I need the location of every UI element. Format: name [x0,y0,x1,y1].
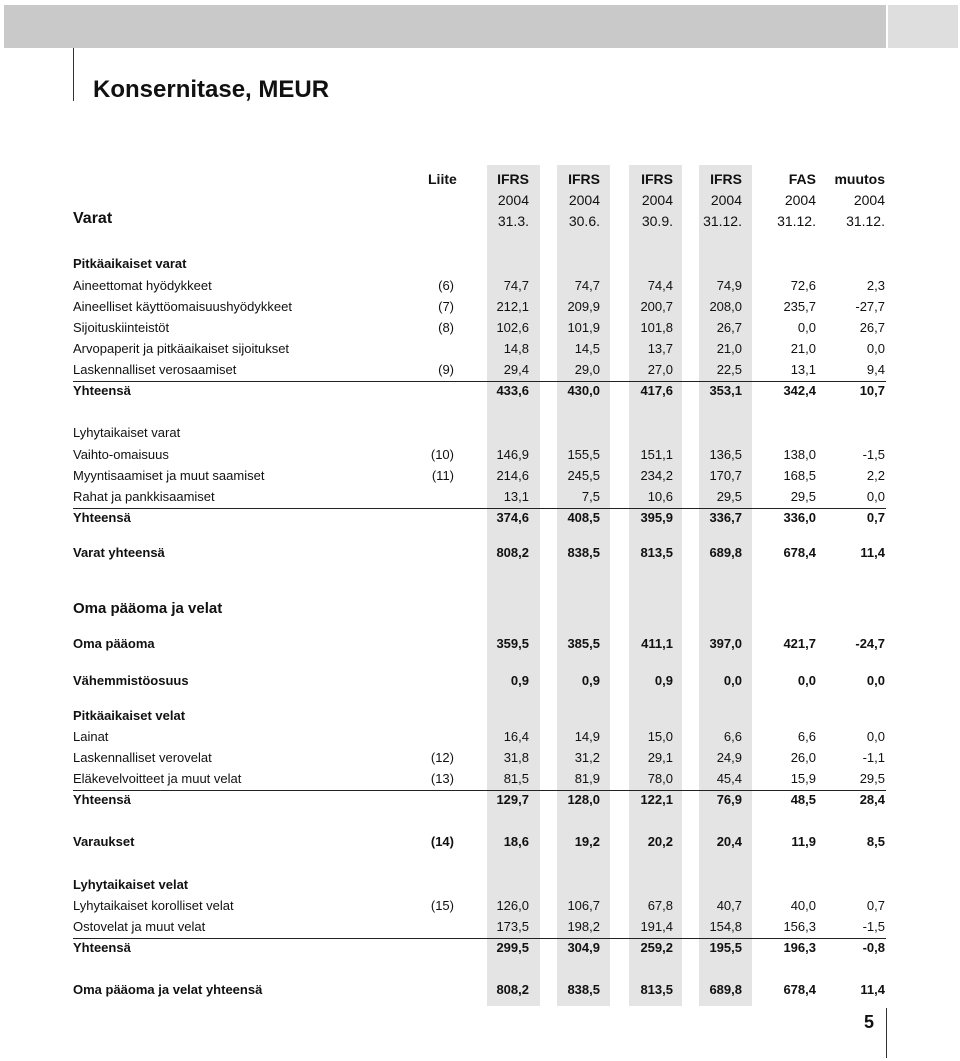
row-label: Myyntisaamiset ja muut saamiset [73,468,265,483]
table-row [0,833,960,851]
column-header-year: 2004 [853,192,885,208]
row-value: 14,8 [503,341,529,356]
table-row [0,340,960,358]
column-header-year: 2004 [568,192,600,208]
row-value: 18,6 [503,834,529,849]
row-value: 129,7 [496,792,529,807]
row-value: 122,1 [640,792,673,807]
row-value: 0,9 [581,673,600,688]
row-value: 191,4 [640,919,673,934]
row-value: 31,8 [503,750,529,765]
row-value: 22,5 [716,362,742,377]
table-row [0,446,960,464]
row-value: 408,5 [567,510,600,525]
row-note: (10) [430,447,454,462]
header-bar [4,5,886,48]
row-value: 245,5 [567,468,600,483]
row-value: 106,7 [567,898,600,913]
row-value: 154,8 [709,919,742,934]
row-value: 234,2 [640,468,673,483]
row-value: 14,9 [574,729,600,744]
row-value: 76,9 [716,792,742,807]
row-value: 146,9 [496,447,529,462]
row-value: 74,7 [574,278,600,293]
row-value: -1,5 [862,919,885,934]
table-row [0,791,960,809]
row-label: Varaukset [73,834,135,849]
row-value: 29,5 [716,489,742,504]
table-row [0,298,960,316]
row-value: 11,4 [860,982,885,997]
row-value: 421,7 [783,636,816,651]
row-note: (8) [438,320,454,335]
row-label: Arvopaperit ja pitkäaikaiset sijoitukset [73,341,290,356]
table-row [0,319,960,337]
table-row [0,635,960,653]
row-value: 342,4 [783,383,816,398]
row-value: -1,1 [862,750,885,765]
row-value: 0,0 [866,673,885,688]
row-value: 689,8 [709,982,742,997]
row-value: 411,1 [641,636,673,651]
header-bar-accent [888,5,958,48]
note-column-header: Liite [428,171,457,187]
column-header-date: 31.12. [777,213,816,229]
page-number: 5 [864,1012,875,1032]
column-header-std: IFRS [568,171,600,187]
row-note: (11) [431,468,454,483]
row-label: Oma pääoma ja velat [73,600,223,617]
row-note: (14) [430,834,454,849]
row-value: 838,5 [567,545,600,560]
row-value: 433,6 [496,383,529,398]
row-label: Aineettomat hyödykkeet [73,278,212,293]
row-value: 2,3 [866,278,885,293]
row-note: (12) [430,750,454,765]
row-label: Lyhytaikaiset varat [73,425,181,440]
row-label: Ostovelat ja muut velat [73,919,206,934]
row-label: Yhteensä [73,792,131,807]
table-row [0,382,960,400]
row-value: 0,7 [866,510,885,525]
row-label: Oma pääoma ja velat yhteensä [73,982,263,997]
row-note: (7) [438,299,454,314]
row-note: (15) [430,898,454,913]
table-row [0,707,960,725]
row-value: 11,4 [860,545,885,560]
table-row [0,361,960,379]
row-value: 2,2 [866,468,885,483]
row-value: 374,6 [496,510,529,525]
row-value: 10,7 [859,383,885,398]
row-value: 81,5 [503,771,529,786]
table-row [0,981,960,999]
column-header-date: 31.3. [497,213,529,229]
row-value: 74,9 [716,278,742,293]
row-value: 0,0 [797,673,816,688]
table-row [0,897,960,915]
row-value: 8,5 [866,834,885,849]
row-value: -27,7 [855,299,885,314]
row-value: 299,5 [496,940,529,955]
row-value: 45,4 [716,771,742,786]
row-label: Oma pääoma [73,636,155,651]
row-note: (13) [430,771,454,786]
row-value: 74,4 [647,278,673,293]
title-divider [73,48,74,101]
row-value: 214,6 [496,468,529,483]
row-value: 151,1 [640,447,673,462]
row-value: 808,2 [496,545,529,560]
row-value: 20,4 [716,834,742,849]
row-value: 689,8 [709,545,742,560]
row-value: 13,1 [503,489,529,504]
column-header-date: 30.9. [641,213,673,229]
column-header-std: IFRS [641,171,673,187]
row-value: 31,2 [574,750,600,765]
table-row [0,939,960,957]
row-label: Sijoituskiinteistöt [73,320,170,335]
table-row [0,672,960,690]
row-value: 21,0 [790,341,816,356]
table-row [0,488,960,506]
row-value: 336,7 [709,510,742,525]
row-value: 67,8 [647,898,673,913]
row-label: Eläkevelvoitteet ja muut velat [73,771,242,786]
row-label: Vaihto-omaisuus [73,447,169,462]
row-value: 430,0 [567,383,600,398]
row-value: 29,5 [859,771,885,786]
row-value: 200,7 [640,299,673,314]
row-value: 20,2 [647,834,673,849]
row-value: 15,9 [790,771,816,786]
row-value: 156,3 [783,919,816,934]
column-header-date: 31.12. [846,213,885,229]
row-value: 72,6 [790,278,816,293]
row-label: Yhteensä [73,510,131,525]
row-value: 13,7 [647,341,673,356]
table-row [0,277,960,295]
row-value: 168,5 [783,468,816,483]
column-header-year: 2004 [497,192,529,208]
page-title: Konsernitase, MEUR [93,76,330,103]
row-value: 385,5 [567,636,600,651]
row-value: 14,5 [574,341,600,356]
table-row [0,544,960,562]
row-value: 28,4 [859,792,885,807]
row-value: 40,0 [790,898,816,913]
row-value: 209,9 [567,299,600,314]
table-row [0,918,960,936]
row-label: Rahat ja pankkisaamiset [73,489,215,504]
table-row [0,876,960,894]
row-note: (9) [438,362,454,377]
page-number-divider [886,1008,887,1058]
column-header-std: muutos [834,171,885,187]
row-label: Laskennalliset verosaamiset [73,362,237,377]
row-value: 359,5 [496,636,529,651]
row-value: 13,1 [790,362,816,377]
row-value: 395,9 [640,510,673,525]
row-value: 813,5 [640,545,673,560]
row-label: Pitkäaikaiset varat [73,256,187,271]
row-value: 10,6 [647,489,673,504]
row-value: 16,4 [503,729,529,744]
column-header-year: 2004 [784,192,816,208]
table-row [0,424,960,442]
row-value: 838,5 [567,982,600,997]
row-value: 27,0 [647,362,673,377]
row-value: 0,0 [723,673,742,688]
row-value: 212,1 [496,299,529,314]
row-value: 336,0 [783,510,816,525]
row-value: 101,9 [567,320,600,335]
row-value: 74,7 [503,278,529,293]
row-label: Vähemmistöosuus [73,673,189,688]
row-value: 173,5 [496,919,529,934]
section-header-varat: Varat [73,210,113,227]
column-header-date: 30.6. [568,213,600,229]
row-value: 678,4 [783,545,816,560]
row-value: 6,6 [723,729,742,744]
row-value: 808,2 [496,982,529,997]
row-label: Lyhytaikaiset korolliset velat [73,898,234,913]
row-value: 155,5 [567,447,600,462]
table-row [0,600,960,618]
column-header-std: FAS [788,171,816,187]
table-row [0,770,960,788]
row-value: 0,7 [866,898,885,913]
row-label: Varat yhteensä [73,545,165,560]
row-label: Aineelliset käyttöomaisuushyödykkeet [73,299,292,314]
row-value: 208,0 [709,299,742,314]
column-header-std: IFRS [497,171,529,187]
row-value: 195,5 [709,940,742,955]
row-value: 48,5 [790,792,816,807]
row-value: 26,7 [716,320,742,335]
row-value: 101,8 [640,320,673,335]
column-header-std: IFRS [710,171,742,187]
row-value: 102,6 [496,320,529,335]
row-label: Yhteensä [73,940,131,955]
row-value: 26,7 [859,320,885,335]
row-value: 15,0 [647,729,673,744]
column-header-year: 2004 [710,192,742,208]
row-note: (6) [438,278,454,293]
row-value: 304,9 [567,940,600,955]
row-value: 353,1 [709,383,742,398]
row-label: Laskennalliset verovelat [73,750,212,765]
column-header-year: 2004 [641,192,673,208]
table-row [0,728,960,746]
row-value: 126,0 [496,898,529,913]
row-value: 0,0 [866,489,885,504]
row-value: 128,0 [567,792,600,807]
table-row [0,749,960,767]
row-value: 26,0 [790,750,816,765]
row-value: 417,6 [640,383,673,398]
row-value: 0,0 [797,320,816,335]
row-value: 7,5 [581,489,600,504]
row-label: Pitkäaikaiset velat [73,708,186,723]
row-value: 170,7 [709,468,742,483]
row-value: -24,7 [855,636,885,651]
table-row [0,509,960,527]
row-value: -0,8 [862,940,885,955]
row-value: 29,1 [647,750,673,765]
row-value: 136,5 [709,447,742,462]
row-label: Yhteensä [73,383,131,398]
table-row [0,467,960,485]
row-value: 259,2 [640,940,673,955]
row-value: 196,3 [783,940,816,955]
row-label: Lainat [73,729,109,744]
row-value: 29,5 [790,489,816,504]
row-value: 138,0 [783,447,816,462]
row-value: 0,9 [510,673,529,688]
table-row [0,255,960,273]
row-value: 198,2 [567,919,600,934]
row-value: 24,9 [716,750,742,765]
row-value: 0,9 [654,673,673,688]
row-value: 21,0 [716,341,742,356]
row-value: 6,6 [797,729,816,744]
row-value: 29,4 [503,362,529,377]
row-value: 19,2 [574,834,600,849]
row-value: 0,0 [866,341,885,356]
row-value: 0,0 [866,729,885,744]
row-value: 29,0 [574,362,600,377]
row-value: 678,4 [783,982,816,997]
row-value: 11,9 [791,834,816,849]
column-header-date: 31.12. [703,213,742,229]
row-label: Lyhytaikaiset velat [73,877,189,892]
row-value: 397,0 [709,636,742,651]
row-value: 9,4 [866,362,885,377]
row-value: 78,0 [647,771,673,786]
row-value: 813,5 [640,982,673,997]
row-value: 81,9 [574,771,600,786]
row-value: 40,7 [716,898,742,913]
row-value: 235,7 [783,299,816,314]
row-value: -1,5 [862,447,885,462]
